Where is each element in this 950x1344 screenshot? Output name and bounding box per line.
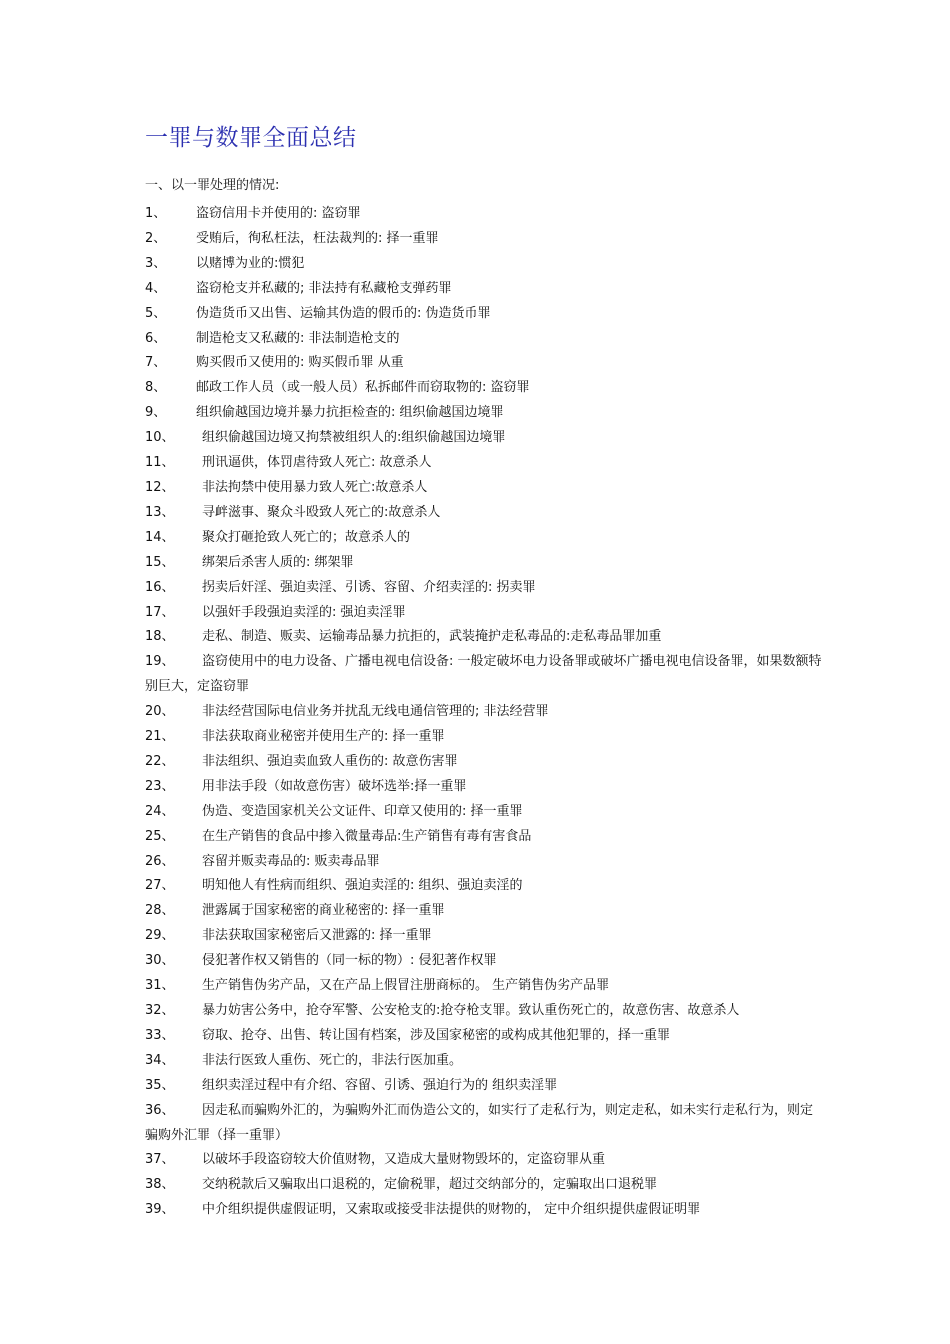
list-item bbox=[145, 800, 825, 825]
list-item bbox=[145, 700, 825, 725]
list-item bbox=[145, 924, 825, 949]
list-item bbox=[145, 227, 825, 252]
item-text: 伪造货币又出售、运输其伪造的假币的: 伪造货币罪 bbox=[196, 305, 491, 321]
item-number: 16、 bbox=[145, 579, 175, 595]
item-text: 容留并贩卖毒品的: 贩卖毒品罪 bbox=[202, 853, 380, 869]
item-number: 17、 bbox=[145, 604, 175, 620]
list-item bbox=[145, 1173, 825, 1198]
item-number: 10、 bbox=[145, 430, 175, 446]
list-item bbox=[145, 327, 825, 352]
list-item bbox=[145, 302, 825, 327]
list-item bbox=[145, 825, 825, 850]
item-text: 伪造、变造国家机关公文证件、印章又使用的: 择一重罪 bbox=[202, 803, 523, 819]
item-text: 非法获取商业秘密并使用生产的: 择一重罪 bbox=[202, 729, 445, 745]
list-item bbox=[145, 650, 825, 700]
document-title: 一罪与数罪全面总结 bbox=[145, 125, 357, 151]
item-text: 交纳税款后又骗取出口退税的，定偷税罪，超过交纳部分的，定骗取出口退税罪 bbox=[202, 1177, 658, 1193]
item-text: 中介组织提供虚假证明，又索取或接受非法提供的财物的， 定中介组织提供虚假证明罪 bbox=[202, 1202, 701, 1218]
item-text: 用非法手段（如故意伤害）破坏选举:择一重罪 bbox=[202, 778, 467, 794]
section-heading: 一、以一罪处理的情况: bbox=[145, 178, 280, 193]
item-number: 12、 bbox=[145, 479, 175, 495]
item-text: 刑讯逼供，体罚虐待致人死亡: 故意杀人 bbox=[202, 455, 432, 471]
item-text: 绑架后杀害人质的: 绑架罪 bbox=[202, 554, 354, 570]
list-item bbox=[145, 351, 825, 376]
item-text: 邮政工作人员（或一般人员）私拆邮件而窃取物的: 盗窃罪 bbox=[196, 380, 530, 396]
list-item bbox=[145, 949, 825, 974]
item-number: 31、 bbox=[145, 978, 175, 994]
list-item bbox=[145, 999, 825, 1024]
list-item bbox=[145, 899, 825, 924]
item-number: 23、 bbox=[145, 778, 175, 794]
item-number: 24、 bbox=[145, 803, 175, 819]
list-item bbox=[145, 750, 825, 775]
list-item bbox=[145, 725, 825, 750]
item-number: 18、 bbox=[145, 629, 175, 645]
item-number: 5、 bbox=[145, 305, 167, 321]
item-text: 非法拘禁中使用暴力致人死亡:故意杀人 bbox=[202, 479, 428, 495]
list-item bbox=[145, 476, 825, 501]
list-item bbox=[145, 1148, 825, 1173]
list-item bbox=[145, 1198, 825, 1223]
list-item bbox=[145, 1074, 825, 1099]
item-text: 泄露属于国家秘密的商业秘密的: 择一重罪 bbox=[202, 903, 445, 919]
item-text: 非法组织、强迫卖血致人重伤的: 故意伤害罪 bbox=[202, 753, 458, 769]
item-text: 明知他人有性病而组织、强迫卖淫的: 组织、强迫卖淫的 bbox=[202, 878, 523, 894]
item-text: 组织卖淫过程中有介绍、容留、引诱、强迫行为的 组织卖淫罪 bbox=[202, 1077, 558, 1093]
item-number: 9、 bbox=[145, 405, 167, 421]
item-number: 13、 bbox=[145, 504, 175, 520]
item-number: 15、 bbox=[145, 554, 175, 570]
item-number: 14、 bbox=[145, 529, 175, 545]
item-text: 受贿后，徇私枉法，枉法裁判的: 择一重罪 bbox=[196, 230, 439, 246]
item-text: 因走私而骗购外汇的，为骗购外汇而伪造公文的，如实行了走私行为，则定走私，如未实行走私行为，则定骗购外汇罪（择一重罪） bbox=[145, 1102, 814, 1143]
item-list bbox=[145, 202, 825, 1223]
item-text: 盗窃使用中的电力设备、广播电视电信设备: 一般定破坏电力设备罪或破坏广播电视电信设备罪，如果数额特别巨大，定盗窃罪 bbox=[145, 654, 822, 695]
item-number: 19、 bbox=[145, 654, 175, 670]
list-item bbox=[145, 376, 825, 401]
item-text: 非法行医致人重伤、死亡的，非法行医加重。 bbox=[202, 1052, 463, 1068]
list-item bbox=[145, 202, 825, 227]
list-item bbox=[145, 252, 825, 277]
list-item bbox=[145, 974, 825, 999]
item-number: 3、 bbox=[145, 255, 167, 271]
item-number: 38、 bbox=[145, 1177, 175, 1193]
item-text: 聚众打砸抢致人死亡的；故意杀人的 bbox=[202, 529, 411, 545]
item-number: 4、 bbox=[145, 280, 167, 296]
item-text: 非法经营国际电信业务并扰乱无线电通信管理的; 非法经营罪 bbox=[202, 704, 549, 720]
item-number: 34、 bbox=[145, 1052, 175, 1068]
item-text: 以破坏手段盗窃较大价值财物，又造成大量财物毁坏的，定盗窃罪从重 bbox=[202, 1152, 606, 1168]
list-item bbox=[145, 551, 825, 576]
item-text: 窃取、抢夺、出售、转让国有档案，涉及国家秘密的或构成其他犯罪的，择一重罪 bbox=[202, 1027, 671, 1043]
item-text: 盗窃信用卡并使用的: 盗窃罪 bbox=[196, 206, 361, 221]
list-item bbox=[145, 451, 825, 476]
list-item bbox=[145, 625, 825, 650]
list-item bbox=[145, 1024, 825, 1049]
item-number: 20、 bbox=[145, 704, 175, 720]
item-number: 28、 bbox=[145, 903, 175, 919]
item-number: 8、 bbox=[145, 380, 167, 396]
item-text: 组织偷越国边境又拘禁被组织人的:组织偷越国边境罪 bbox=[202, 430, 506, 446]
list-item bbox=[145, 775, 825, 800]
list-item bbox=[145, 874, 825, 899]
item-number: 26、 bbox=[145, 853, 175, 869]
item-number: 22、 bbox=[145, 753, 175, 769]
list-item bbox=[145, 1049, 825, 1074]
item-text: 组织偷越国边境并暴力抗拒检查的: 组织偷越国边境罪 bbox=[196, 405, 504, 421]
item-text: 非法获取国家秘密后又泄露的: 择一重罪 bbox=[202, 928, 432, 944]
item-number: 11、 bbox=[145, 455, 175, 471]
item-number: 21、 bbox=[145, 729, 175, 745]
list-item bbox=[145, 426, 825, 451]
item-number: 25、 bbox=[145, 828, 175, 844]
item-text: 暴力妨害公务中，抢夺军警、公安枪支的:抢夺枪支罪。致认重伤死亡的，故意伤害、故意杀人 bbox=[202, 1003, 740, 1018]
list-item bbox=[145, 401, 825, 426]
list-item bbox=[145, 277, 825, 302]
list-item bbox=[145, 526, 825, 551]
item-number: 27、 bbox=[145, 878, 175, 894]
item-number: 1、 bbox=[145, 206, 167, 221]
item-number: 7、 bbox=[145, 355, 167, 371]
item-number: 33、 bbox=[145, 1027, 175, 1043]
item-text: 制造枪支又私藏的: 非法制造枪支的 bbox=[196, 330, 400, 346]
item-text: 侵犯著作权又销售的（同一标的物）: 侵犯著作权罪 bbox=[202, 953, 497, 969]
item-text: 走私、制造、贩卖、运输毒品暴力抗拒的，武装掩护走私毒品的:走私毒品罪加重 bbox=[202, 629, 662, 645]
item-number: 35、 bbox=[145, 1077, 175, 1093]
item-text: 盗窃枪支并私藏的; 非法持有私藏枪支弹药罪 bbox=[196, 280, 452, 296]
item-text: 生产销售伪劣产品，又在产品上假冒注册商标的。 生产销售伪劣产品罪 bbox=[202, 978, 610, 994]
item-number: 36、 bbox=[145, 1102, 175, 1118]
item-text: 购买假币又使用的: 购买假币罪 从重 bbox=[196, 355, 404, 371]
list-item bbox=[145, 1099, 825, 1149]
list-item bbox=[145, 501, 825, 526]
item-number: 37、 bbox=[145, 1152, 175, 1168]
item-number: 6、 bbox=[145, 330, 167, 346]
list-item bbox=[145, 576, 825, 601]
list-item bbox=[145, 601, 825, 626]
item-text: 在生产销售的食品中掺入微量毒品:生产销售有毒有害食品 bbox=[202, 828, 532, 844]
item-text: 拐卖后奸淫、强迫卖淫、引诱、容留、介绍卖淫的: 拐卖罪 bbox=[202, 579, 536, 595]
item-number: 32、 bbox=[145, 1003, 175, 1018]
item-number: 2、 bbox=[145, 230, 167, 246]
item-text: 以赌博为业的:惯犯 bbox=[196, 255, 305, 271]
item-text: 以强奸手段强迫卖淫的: 强迫卖淫罪 bbox=[202, 604, 406, 620]
item-number: 39、 bbox=[145, 1202, 175, 1218]
item-number: 29、 bbox=[145, 928, 175, 944]
list-item bbox=[145, 850, 825, 875]
item-text: 寻衅滋事、聚众斗殴致人死亡的:故意杀人 bbox=[202, 504, 441, 520]
item-number: 30、 bbox=[145, 953, 175, 969]
